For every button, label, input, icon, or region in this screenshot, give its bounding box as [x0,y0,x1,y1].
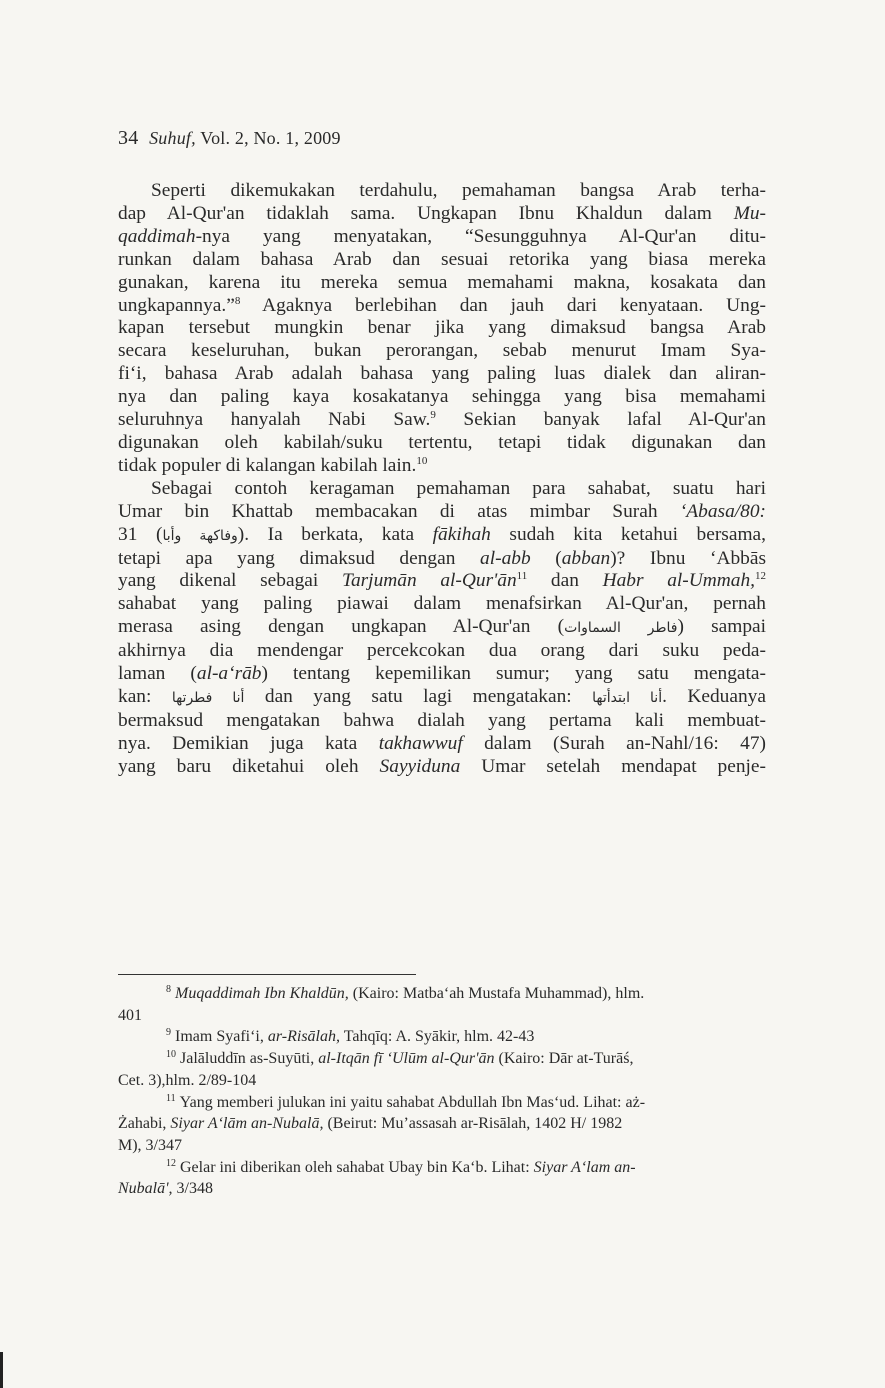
footnote-number: 10 [166,1049,176,1061]
footnote-continuation [118,1135,810,1157]
text-run: Tahqīq: A. Syākir, hlm. 42-43 [340,1028,535,1046]
text-run: 31 ( [118,523,163,545]
text-run: ungkapannya.” [118,294,235,316]
arabic-text: وفاكهة وأبا [162,527,238,544]
text-line [118,432,766,455]
text-line [118,226,766,249]
text-run: (Kairo: Matba‘ah Mustafa Muhammad), hlm. [348,985,645,1002]
text-run: )? Ibnu ‘Abbās [610,547,767,569]
footnote-ref: 11 [516,570,528,583]
text-line [118,686,766,710]
footnote-divider [118,974,416,975]
text-run: runkan dalam bahasa Arab dan sesuai retorika yang biasa mereka [118,248,766,270]
journal-title: Suhuf, [149,128,196,148]
footnote-continuation [118,1178,810,1200]
text-run: Żahabi, [118,1115,171,1133]
text-run: Sebagai contoh keragaman pemahaman para sahabat, suatu hari [151,477,766,499]
footnote-continuation [118,1113,810,1135]
text-line [118,501,766,524]
text-run: ). Ia berkata, kata [237,523,433,545]
footnote-ref: 10 [416,454,428,467]
text-line [118,616,766,640]
arabic-text: أنا ابتدأتها [592,689,663,706]
text-run: yang baru diketahui oleh [118,755,380,777]
text-line [118,524,766,548]
text-line [118,249,766,272]
text-run: Sekian banyak lafal Al-Qur'an [435,409,766,431]
footnote [118,1157,810,1179]
italic-text: Siyar A‘lam an- [533,1158,636,1176]
text-run: bermaksud mengatakan bahwa dialah yang pertama kali membuat- [118,709,766,731]
footnote-number: 12 [166,1157,176,1169]
italic-text: ar-Risālah, [267,1028,340,1046]
text-line [118,733,766,756]
text-run: yang dikenal sebagai [118,570,342,592]
italic-text: fākihah [432,523,491,545]
text-run: Yang memberi julukan ini yaitu sahabat Abdullah Ibn Mas‘ud. Lihat: aż- [179,1093,646,1111]
text-run: Seperti dikemukakan terdahulu, pemahaman bangsa Arab terha- [151,180,766,201]
footnote-continuation [118,1070,810,1092]
text-run: 401 [118,1006,142,1024]
text-run: seluruhnya hanyalah Nabi Saw. [118,409,431,431]
text-run: Imam Syafi‘i, [175,1028,268,1046]
text-line [118,548,766,571]
text-line [118,386,766,409]
italic-text: takhawwuf [378,732,463,754]
italic-text: Sayyiduna [379,755,461,777]
text-line [118,663,766,686]
page-number: 34 [118,127,139,149]
text-run: . Keduanya [662,685,766,707]
text-run: digunakan oleh kabilah/suku tertentu, tetapi tidak digunakan dan [118,431,766,453]
footnotes [118,983,810,1200]
italic-text: al-a‘rāb [196,663,262,685]
text-run: laman ( [118,663,197,685]
italic-text: Siyar A‘lām an-Nubalā, [170,1115,324,1133]
text-run: tetapi apa yang dimaksud dengan [118,547,481,569]
text-line [118,295,766,318]
text-run: Gelar ini diberikan oleh sahabat Ubay bin Ka‘b. Lihat: [180,1158,534,1176]
text-run: M), 3/347 [118,1136,182,1154]
text-run: kan: [118,685,172,707]
italic-text: Mu- [733,202,766,224]
footnote-number: 8 [166,984,171,995]
text-run: dan yang satu lagi mengatakan: [244,685,593,707]
text-run: merasa asing dengan ungkapan Al-Qur'an ( [118,616,565,638]
scan-edge-mark [0,1352,3,1388]
text-line [118,710,766,733]
journal-volume: Vol. 2, No. 1, 2009 [200,128,341,148]
running-header [118,127,341,150]
text-run: ) tentang kepemilikan sumur; yang satu mengata- [261,663,766,685]
text-run: Cet. 3),hlm. 2/89-104 [118,1071,257,1089]
text-run: nya dan paling kaya kosakatanya sehingga yang bisa memahami [118,386,766,408]
text-run: nya. Demikian juga kata [118,732,379,754]
text-run: ) sampai [677,616,767,638]
text-line [118,180,766,203]
footnote [118,1048,810,1070]
italic-text: al-abb [480,547,531,569]
text-run: dalam (Surah an-Nahl/16: 47) [462,732,766,754]
text-run: sudah kita ketahui bersama, [490,523,766,545]
text-run: akhirnya dia mendengar percekcokan dua orang dari suku peda- [118,640,766,662]
italic-text: al-Itqān fī ‘Ulūm al-Qur'ān [318,1050,495,1068]
arabic-text: أنا فطرتها [171,689,245,706]
text-line [118,455,766,478]
text-line [118,640,766,663]
text-run: fi‘i, bahasa Arab adalah bahasa yang paling luas dialek dan aliran- [118,363,766,385]
text-line [118,409,766,432]
italic-text: Muqaddimah Ibn Khaldūn, [175,985,349,1002]
footnote-number: 9 [166,1027,171,1039]
text-run: (Beirut: Mu’assasah ar-Risālah, 1402 H/ 1982 [323,1115,623,1133]
text-run: 3/348 [172,1180,213,1198]
text-run: dap Al-Qur'an tidaklah sama. Ungkapan Ibnu Khaldun dalam [118,202,734,224]
footnote-ref: 12 [755,570,766,583]
text-line [118,570,766,593]
text-run: Jalāluddīn as-Suyūti, [180,1050,319,1068]
footnote-number: 11 [166,1092,176,1104]
text-run: -nya yang menyatakan, “Sesungguhnya Al-Qur'an ditu- [195,225,766,247]
italic-text: ‘Abasa/80: [679,500,766,522]
footnote [118,1092,810,1114]
text-line [118,756,766,779]
text-run: Agaknya berlebihan dan jauh dari kenyataan. Ung- [240,294,766,316]
text-line [118,478,766,501]
text-run: dan [527,570,603,592]
italic-text: Habr al-Ummah, [602,570,755,592]
text-line [118,363,766,386]
italic-text: Tarjumān al-Qur'ān [341,570,517,592]
body-text [118,180,766,779]
footnote [118,1026,810,1048]
footnote-ref: 8 [234,294,241,307]
text-line [118,593,766,616]
text-run: tidak populer di kalangan kabilah lain. [118,454,417,476]
footnote [118,983,810,1005]
text-run: ( [530,547,562,569]
text-run: Umar setelah mendapat penje- [460,755,766,777]
text-line [118,340,766,363]
text-line [118,203,766,226]
footnote-ref: 9 [430,409,436,422]
text-run: sahabat yang paling piawai dalam menafsirkan Al-Qur'an, pernah [118,593,766,615]
footnote-continuation [118,1005,810,1027]
text-line [118,317,766,340]
text-run: kapan tersebut mungkin benar jika yang dimaksud bangsa Arab [118,317,766,339]
text-line [118,272,766,295]
italic-text: qaddimah [118,225,196,247]
text-run: secara keseluruhan, bukan perorangan, sebab menurut Imam Sya- [118,340,766,362]
italic-text: Nubalā', [118,1180,173,1198]
italic-text: abban [561,547,611,569]
arabic-text: فاطر السماوات [564,620,678,637]
text-run: gunakan, karena itu mereka semua memahami makna, kosakata dan [118,271,766,293]
text-run: Umar bin Khattab membacakan di atas mimbar Surah [118,500,680,522]
text-run: (Kairo: Dār at-Turāś, [494,1050,634,1068]
